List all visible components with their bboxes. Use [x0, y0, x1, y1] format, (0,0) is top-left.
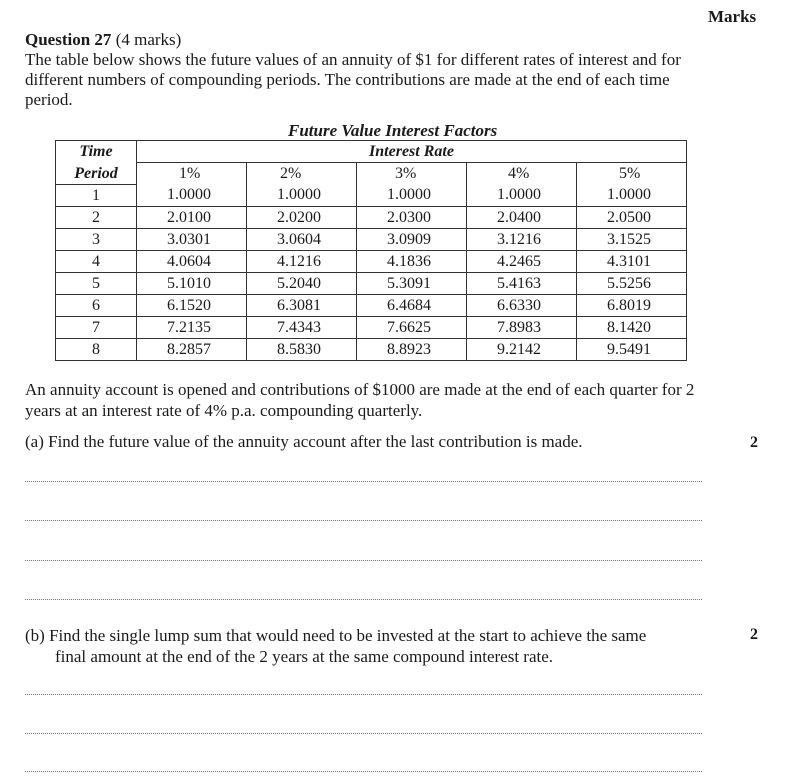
question-title [25, 30, 181, 50]
period-cell: 2 [56, 206, 137, 228]
value-cell: 4.1216 [247, 250, 357, 272]
table-row [56, 184, 687, 206]
value-cell: 3.1216 [467, 228, 577, 250]
value-cell: 4.2465 [467, 250, 577, 272]
rate-header-cell: 1% [137, 163, 247, 185]
question-marks: (4 marks) [115, 30, 182, 49]
period-cell: 6 [56, 294, 137, 316]
time-header: Time [56, 141, 137, 163]
value-cell: 5.3091 [357, 272, 467, 294]
part-a-question [25, 432, 583, 452]
value-cell: 6.4684 [357, 294, 467, 316]
part-b-question [25, 625, 715, 667]
value-cell: 8.2857 [137, 338, 247, 360]
rate-header-cell: 5% [577, 163, 687, 185]
table-row [56, 294, 687, 316]
period-cell: 7 [56, 316, 137, 338]
part-b-marks: 2 [750, 626, 758, 643]
value-cell: 2.0100 [137, 206, 247, 228]
question-label: Question 27 [25, 30, 112, 49]
value-cell: 2.0400 [467, 206, 577, 228]
table-body [56, 184, 687, 360]
value-cell: 9.2142 [467, 338, 577, 360]
part-a-text: Find the future value of the annuity account after the last contribution is made. [48, 432, 583, 451]
table-row [56, 228, 687, 250]
table-row [56, 316, 687, 338]
answer-line[interactable] [25, 694, 702, 695]
value-cell: 6.1520 [137, 294, 247, 316]
answer-line[interactable] [25, 771, 702, 772]
period-cell: 3 [56, 228, 137, 250]
value-cell: 8.1420 [577, 316, 687, 338]
scenario-text: An annuity account is opened and contributions of $1000 are made at the end of each quarter for 2 years at an interest rate of 4% p.a. compounding quarterly. [25, 380, 695, 420]
value-cell: 2.0300 [357, 206, 467, 228]
value-cell: 6.6330 [467, 294, 577, 316]
part-b-text-line2: final amount at the end of the 2 years at the same compound interest rate. [55, 647, 554, 666]
value-cell: 7.8983 [467, 316, 577, 338]
part-b-text-line1: Find the single lump sum that would need to be invested at the start to achieve the same [49, 626, 647, 645]
value-cell: 9.5491 [577, 338, 687, 360]
value-cell: 1.0000 [467, 184, 577, 206]
value-cell: 5.4163 [467, 272, 577, 294]
table-title: Future Value Interest Factors [288, 121, 498, 140]
value-cell: 8.8923 [357, 338, 467, 360]
value-cell: 5.1010 [137, 272, 247, 294]
value-cell: 1.0000 [247, 184, 357, 206]
part-a-marks: 2 [750, 434, 758, 451]
answer-line[interactable] [25, 520, 702, 521]
table-row [56, 338, 687, 360]
value-cell: 1.0000 [357, 184, 467, 206]
value-cell: 2.0200 [247, 206, 357, 228]
rate-header-cell: 4% [467, 163, 577, 185]
table-row [56, 206, 687, 228]
table-row [56, 272, 687, 294]
value-cell: 3.0604 [247, 228, 357, 250]
value-cell: 1.0000 [577, 184, 687, 206]
value-cell: 8.5830 [247, 338, 357, 360]
part-a-label: (a) [25, 432, 44, 451]
value-cell: 6.8019 [577, 294, 687, 316]
value-cell: 4.3101 [577, 250, 687, 272]
answer-line[interactable] [25, 560, 702, 561]
period-header: Period [56, 163, 137, 185]
rate-header-cell: 3% [357, 163, 467, 185]
period-cell: 5 [56, 272, 137, 294]
value-cell: 4.0604 [137, 250, 247, 272]
marks-column-header: Marks [708, 7, 757, 26]
value-cell: 3.0909 [357, 228, 467, 250]
rate-header-cell: 2% [247, 163, 357, 185]
value-cell: 3.1525 [577, 228, 687, 250]
answer-line[interactable] [25, 481, 702, 482]
period-cell: 8 [56, 338, 137, 360]
answer-line[interactable] [25, 733, 702, 734]
value-cell: 2.0500 [577, 206, 687, 228]
value-cell: 3.0301 [137, 228, 247, 250]
future-value-table [55, 140, 687, 361]
period-cell: 1 [56, 184, 137, 206]
value-cell: 5.2040 [247, 272, 357, 294]
part-b-label: (b) [25, 626, 45, 645]
value-cell: 5.5256 [577, 272, 687, 294]
value-cell: 6.3081 [247, 294, 357, 316]
interest-rate-header: Interest Rate [137, 141, 687, 163]
value-cell: 7.6625 [357, 316, 467, 338]
answer-line[interactable] [25, 599, 702, 600]
value-cell: 4.1836 [357, 250, 467, 272]
period-cell: 4 [56, 250, 137, 272]
value-cell: 7.2135 [137, 316, 247, 338]
value-cell: 1.0000 [137, 184, 247, 206]
question-intro: The table below shows the future values of an annuity of $1 for different rates of interest and for different numbers of compounding periods. The contributions are made at the end of each time period. [25, 50, 681, 109]
table-row [56, 250, 687, 272]
value-cell: 7.4343 [247, 316, 357, 338]
